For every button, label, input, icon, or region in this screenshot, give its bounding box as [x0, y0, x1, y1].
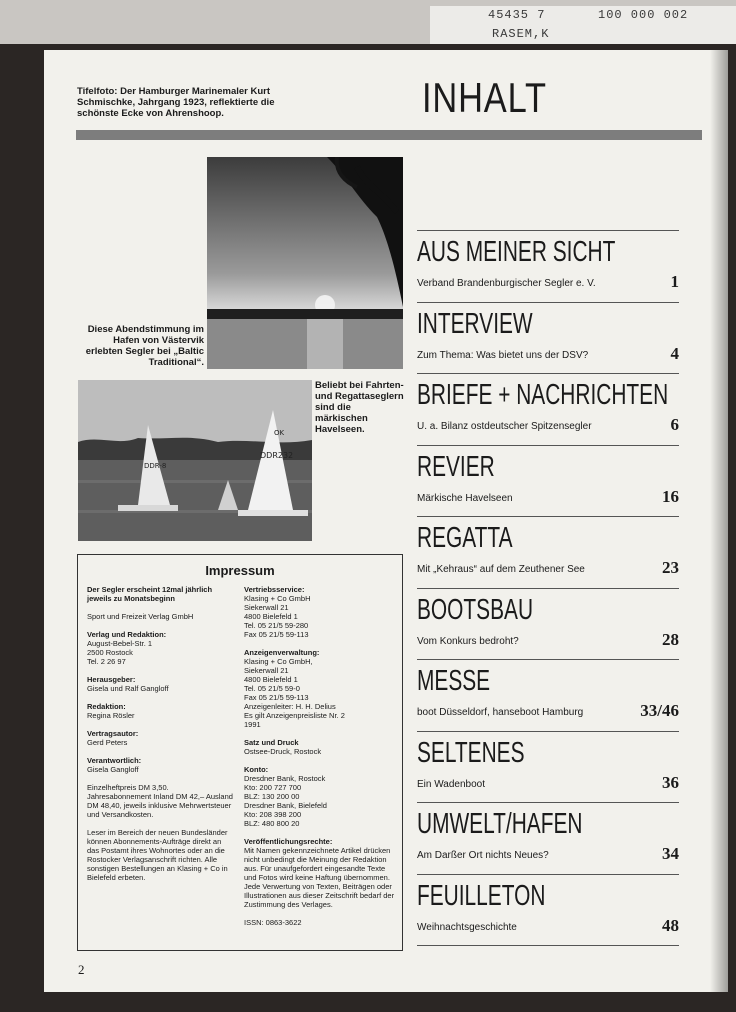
impressum-block-heading: Verantwortlich:	[87, 756, 142, 765]
toc-page-number: 33/46	[640, 701, 679, 720]
impressum-block	[87, 702, 233, 720]
label-line-2: RASEM,K	[492, 27, 550, 41]
toc-entry	[417, 516, 679, 588]
cover-photo-caption: Tifelfoto: Der Hamburger Marinemaler Kurt Schmischke, Jahrgang 1923, reflektierte die schönste Ecke von Ahrenshoop.	[77, 86, 275, 119]
toc-section-heading: INTERVIEW	[417, 307, 533, 340]
toc-rule	[417, 445, 679, 446]
page-edge-shadow	[710, 50, 728, 992]
toc-entry	[417, 731, 679, 803]
impressum-block	[87, 630, 233, 666]
page-number: 2	[78, 962, 85, 977]
toc-article-title: Am Darßer Ort nichts Neues?	[417, 850, 549, 861]
impressum-block-heading: Veröffentlichungsrechte:	[244, 837, 333, 846]
impressum-block	[87, 756, 233, 774]
toc-section-heading: UMWELT/HAFEN	[417, 808, 583, 840]
impressum-block	[244, 648, 396, 729]
toc-rule	[417, 516, 679, 517]
impressum-block-heading: Redaktion:	[87, 702, 126, 711]
label-line-3: 100 000 002	[598, 8, 689, 22]
toc-page-number: 1	[670, 272, 679, 291]
impressum-block-heading: Satz und Druck	[244, 738, 299, 747]
impressum-block	[87, 828, 233, 882]
toc-page-number: 4	[670, 343, 679, 363]
toc-article-title: Vom Konkurs bedroht?	[417, 635, 519, 647]
toc-rule	[417, 731, 679, 732]
impressum-block-text: Gisela und Ralf Gangloff	[87, 684, 169, 693]
sailboats-illustration	[78, 380, 312, 541]
impressum-block-heading: Konto:	[244, 765, 269, 774]
sunset-photo-caption: Diese Abendstimmung im Hafen von Västervik erlebten Segler bei „Baltic Traditional“.	[85, 324, 204, 368]
impressum-block-text: Klasing + Co GmbH, Siekerwall 21 4800 Bielefeld 1 Tel. 05 21/5 59-0 Fax 05 21/5 59-113 Anzeigenleiter: H. H. Delius Es gilt Anzeigenpreisliste Nr. 2 1991	[244, 657, 345, 729]
toc-entry	[417, 302, 679, 374]
toc-rule	[417, 874, 679, 875]
impressum-block-heading: Vertriebsservice:	[244, 585, 305, 594]
toc-entry	[417, 373, 679, 445]
toc-rule	[417, 373, 679, 374]
impressum-block-heading: Anzeigenverwaltung:	[244, 648, 320, 657]
impressum-block-text: Mit Namen gekennzeichnete Artikel drücken nicht unbedingt die Meinung der Redaktion aus. Für unaufgefordert eingesandte Texte und Fotos wird keine Haftung übernommen. Jede Verwertung von Texten, Beiträgen oder Illustrationen aus dieser Zeitschrift bedarf der Zustimmung des Verlages.	[244, 846, 395, 909]
toc-page-number: 28	[662, 629, 679, 649]
impressum-block-heading: Herausgeber:	[87, 675, 136, 684]
impressum-block-text: Leser im Bereich der neuen Bundesländer können Abonnements-Aufträge direkt an das Postamt ihres Wohnortes oder an die Rostocker Verlagsanschrift richten. Alle sonstigen Bestellungen an Klasing + Co in Bielefeld erbeten.	[87, 828, 228, 882]
label-line-1: 45435 7	[488, 8, 546, 22]
toc-rule	[417, 588, 679, 589]
toc-page-number: 36	[662, 772, 679, 792]
impressum-block	[244, 918, 396, 927]
toc-page-number: 16	[662, 486, 679, 506]
sail-number-right-top: OK	[274, 429, 285, 437]
toc-article-title: boot Düsseldorf, hanseboot Hamburg	[417, 707, 584, 718]
impressum-block	[244, 585, 396, 639]
toc-section-heading: REGATTA	[417, 522, 513, 554]
toc-article-title: Zum Thema: Was bietet uns der DSV?	[417, 349, 589, 361]
toc-page-number: 34	[662, 844, 679, 863]
toc-section-heading: AUS MEINER SICHT	[417, 236, 616, 268]
toc-rule	[417, 302, 679, 303]
toc-rule	[417, 230, 679, 231]
impressum-block-text: August-Bebel-Str. 1 2500 Rostock Tel. 2 26 97	[87, 639, 153, 666]
toc-page-number: 6	[670, 415, 679, 434]
impressum-block-heading: Der Segler erscheint 12mal jährlich jeweils zu Monatsbeginn	[87, 585, 213, 603]
impressum-block-text: Einzelheftpreis DM 3,50. Jahresabonnement Inland DM 42,– Ausland DM 48,40, jeweils inklusive Mehrwertsteuer und Versandkosten.	[87, 783, 233, 819]
toc-entry	[417, 230, 679, 302]
sunset-illustration	[207, 157, 403, 369]
impressum-block-heading: Vertragsautor:	[87, 729, 139, 738]
toc-section-heading: REVIER	[417, 450, 495, 483]
sail-number-left: DDR-8	[144, 462, 167, 470]
toc-section-heading: SELTENES	[417, 736, 525, 769]
page-title: INHALT	[422, 74, 547, 121]
impressum-block	[244, 837, 396, 909]
toc-section-heading: BRIEFE + NACHRICHTEN	[417, 379, 669, 411]
toc-article-title: U. a. Bilanz ostdeutscher Spitzensegler	[417, 421, 592, 432]
toc-section-heading: FEUILLETON	[417, 879, 546, 912]
impressum-block-text: Dresdner Bank, Rostock Kto: 200 727 700 BLZ: 130 200 00 Dresdner Bank, Bielefeld Kto: 208 398 200 BLZ: 480 800 20	[244, 774, 327, 828]
toc-entry	[417, 659, 679, 731]
header-divider-bar	[76, 130, 702, 140]
toc-entry	[417, 445, 679, 517]
toc-entry	[417, 588, 679, 660]
impressum-title: Impressum	[205, 563, 275, 578]
sunset-photo	[207, 157, 403, 369]
impressum-block-heading: Verlag und Redaktion:	[87, 630, 167, 639]
impressum-block	[244, 765, 396, 828]
toc-article-title: Verband Brandenburgischer Segler e. V.	[417, 278, 596, 289]
impressum-block-text: Klasing + Co GmbH Siekerwall 21 4800 Bielefeld 1 Tel. 05 21/5 59-280 Fax 05 21/5 59-113	[244, 594, 311, 639]
toc-section-heading: BOOTSBAU	[417, 593, 534, 626]
toc-page-number: 23	[662, 558, 679, 577]
impressum-block	[87, 612, 233, 621]
toc-article-title: Weihnachtsgeschichte	[417, 921, 517, 933]
toc-rule	[417, 659, 679, 660]
library-label	[430, 6, 736, 44]
impressum-block	[244, 738, 396, 756]
impressum-block-text: Ostsee-Druck, Rostock	[244, 747, 322, 756]
impressum-block-text: Gisela Gangloff	[87, 765, 139, 774]
impressum-block-text: ISSN: 0863-3622	[244, 918, 302, 927]
impressum-block	[87, 783, 233, 819]
sailboats-photo	[78, 380, 312, 541]
sail-number-right: DDR232	[260, 451, 294, 460]
impressum-block	[87, 729, 233, 747]
impressum-block	[87, 675, 233, 693]
toc-entry	[417, 802, 679, 874]
toc-rule	[417, 802, 679, 803]
impressum-column-left	[87, 585, 233, 891]
sailboats-photo-caption: Beliebt bei Fahrten- und Regattaseglern sind die märkischen Havelseen.	[315, 380, 404, 435]
impressum-block	[87, 585, 233, 603]
impressum-block-text: Gerd Peters	[87, 738, 128, 747]
impressum-column-right	[244, 585, 396, 936]
toc-section-heading: MESSE	[417, 665, 491, 697]
impressum-box	[77, 554, 403, 951]
magazine-page	[44, 50, 728, 992]
impressum-block-text: Sport und Freizeit Verlag GmbH	[87, 612, 194, 621]
toc-article-title: Ein Wadenboot	[417, 778, 486, 790]
toc-entry	[417, 874, 679, 946]
impressum-block-text: Regina Rösler	[87, 711, 135, 720]
toc-page-number: 48	[662, 915, 679, 935]
toc-article-title: Mit „Kehraus“ auf dem Zeuthener See	[417, 564, 585, 575]
toc-bottom-rule	[417, 945, 679, 946]
toc-article-title: Märkische Havelseen	[417, 492, 513, 504]
